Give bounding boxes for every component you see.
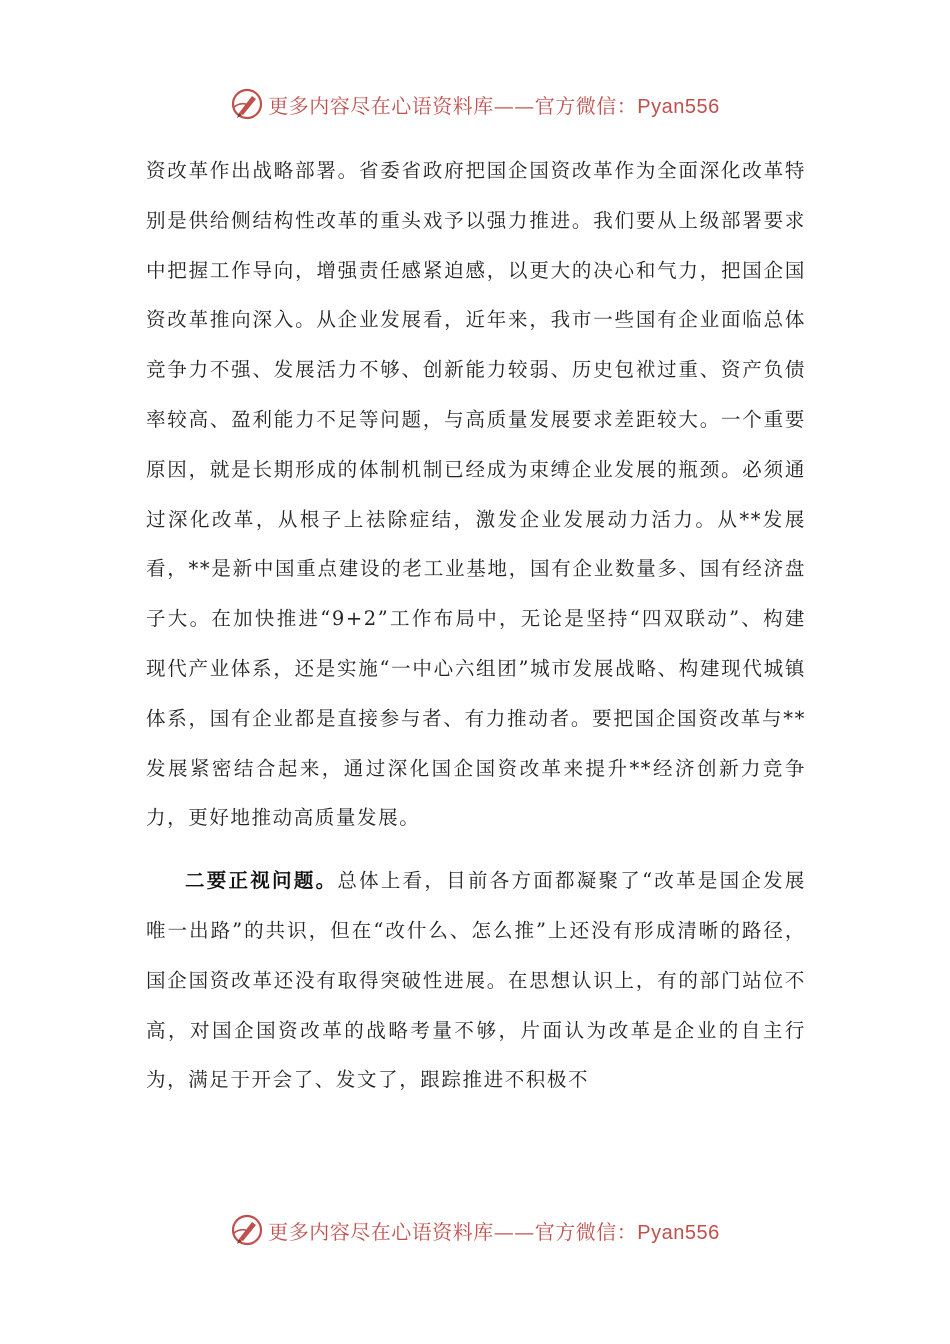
header-watermark (0, 84, 950, 124)
watermark-text: 更多内容尽在心语资料库——官方微信：Pyan556 (268, 93, 720, 118)
paragraph-2-text: 总体上看，目前各方面都凝聚了“改革是国企发展唯一出路”的共识，但在“改什么、怎么推”上还没有形成清晰的路径，国企国资改革还没有取得突破性进展。在思想认识上，有的部门站位不高，对国企国资改革的战略考量不够，片面认为改革是企业的自主行为，满足于开会了、发文了，跟踪推进不积极不 (146, 869, 806, 1092)
footer-watermark (0, 1210, 950, 1250)
watermark-text: 更多内容尽在心语资料库——官方微信：Pyan556 (268, 1219, 720, 1244)
paragraph-2 (146, 856, 806, 1105)
pen-logo-icon (230, 1213, 264, 1247)
document-body (146, 146, 806, 1105)
pen-logo-icon (230, 87, 264, 121)
paragraph-2-heading: 二要正视问题。 (185, 869, 338, 893)
paragraph-1: 资改革作出战略部署。省委省政府把国企国资改革作为全面深化改革特别是供给侧结构性改革的重头戏予以强力推进。我们要从上级部署要求中把握工作导向，增强责任感紧迫感，以更大的决心和气力，把国企国资改革推向深入。从企业发展看，近年来，我市一些国有企业面临总体竞争力不强、发展活力不够、创新能力较弱、历史包袱过重、资产负债率较高、盈利能力不足等问题，与高质量发展要求差距较大。一个重要原因，就是长期形成的体制机制已经成为束缚企业发展的瓶颈。必须通过深化改革，从根子上祛除症结，激发企业发展动力活力。从**发展看，**是新中国重点建设的老工业基地，国有企业数量多、国有经济盘子大。在加快推进“9+2”工作布局中，无论是坚持“四双联动”、构建现代产业体系，还是实施“一中心六组团”城市发展战略、构建现代城镇体系，国有企业都是直接参与者、有力推动者。要把国企国资改革与**发展紧密结合起来，通过深化国企国资改革来提升**经济创新力竞争力，更好地推动高质量发展。 (146, 159, 806, 830)
